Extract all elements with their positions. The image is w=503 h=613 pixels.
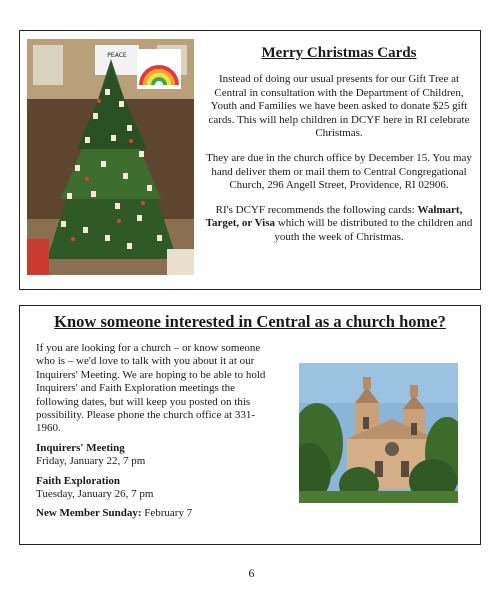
christmas-paragraph-1: Instead of doing our usual presents for our Gift Tree at Central in consultation with the Department of Children, Youth and Families we have been asked to donate $25 gift cards. This will help children in DCYF here in RI celebrate Christmas. (208, 73, 470, 140)
church-building-photo (299, 363, 458, 503)
new-member-label: New Member Sunday: (36, 507, 142, 520)
new-member-date: February 7 (144, 507, 193, 520)
christmas-paragraph-3 (204, 204, 474, 245)
christmas-tree-photo (27, 39, 194, 275)
christmas-paragraph-3-suffix: which will be distributed to the children and youth the week of Christmas. (274, 217, 473, 243)
page-number: 6 (248, 566, 255, 580)
christmas-paragraph-2: They are due in the church office by December 15. You may hand deliver them or mail them to Central Congregational Church, 296 Angell Street, Providence, RI 02906. (206, 151, 472, 192)
church-home-title: Know someone interested in Central as a church home? (54, 312, 446, 331)
event-inquirers (36, 442, 268, 469)
event-name: Inquirers' Meeting (36, 441, 125, 454)
event-date: Tuesday, January 26, 7 pm (36, 488, 154, 501)
church-home-body (36, 342, 268, 527)
christmas-paragraph-3-prefix: RI's DCYF recommends the following cards: (215, 203, 418, 216)
peace-banner-text: PEACE (107, 52, 127, 59)
church-home-intro: If you are looking for a church – or know someone who is – we'd love to talk with you about it at our Inquirers' Meeting. We are hoping to be able to hold Inquirers' and Faith Exploration meetings the following dates, but will keep you posted on this possibility. Please phone the church office at 331-1960. (36, 342, 266, 435)
christmas-cards-title: Merry Christmas Cards (261, 45, 417, 61)
event-date: Friday, January 22, 7 pm (36, 455, 146, 468)
christmas-cards-text (204, 40, 474, 256)
gift-card-brands: Walmart, Target, or Visa (205, 203, 463, 230)
church-home-box (19, 305, 481, 545)
christmas-cards-box (19, 30, 481, 290)
event-name: Faith Exploration (36, 474, 121, 487)
new-member-sunday (36, 507, 268, 520)
event-faith-exploration (36, 475, 268, 502)
